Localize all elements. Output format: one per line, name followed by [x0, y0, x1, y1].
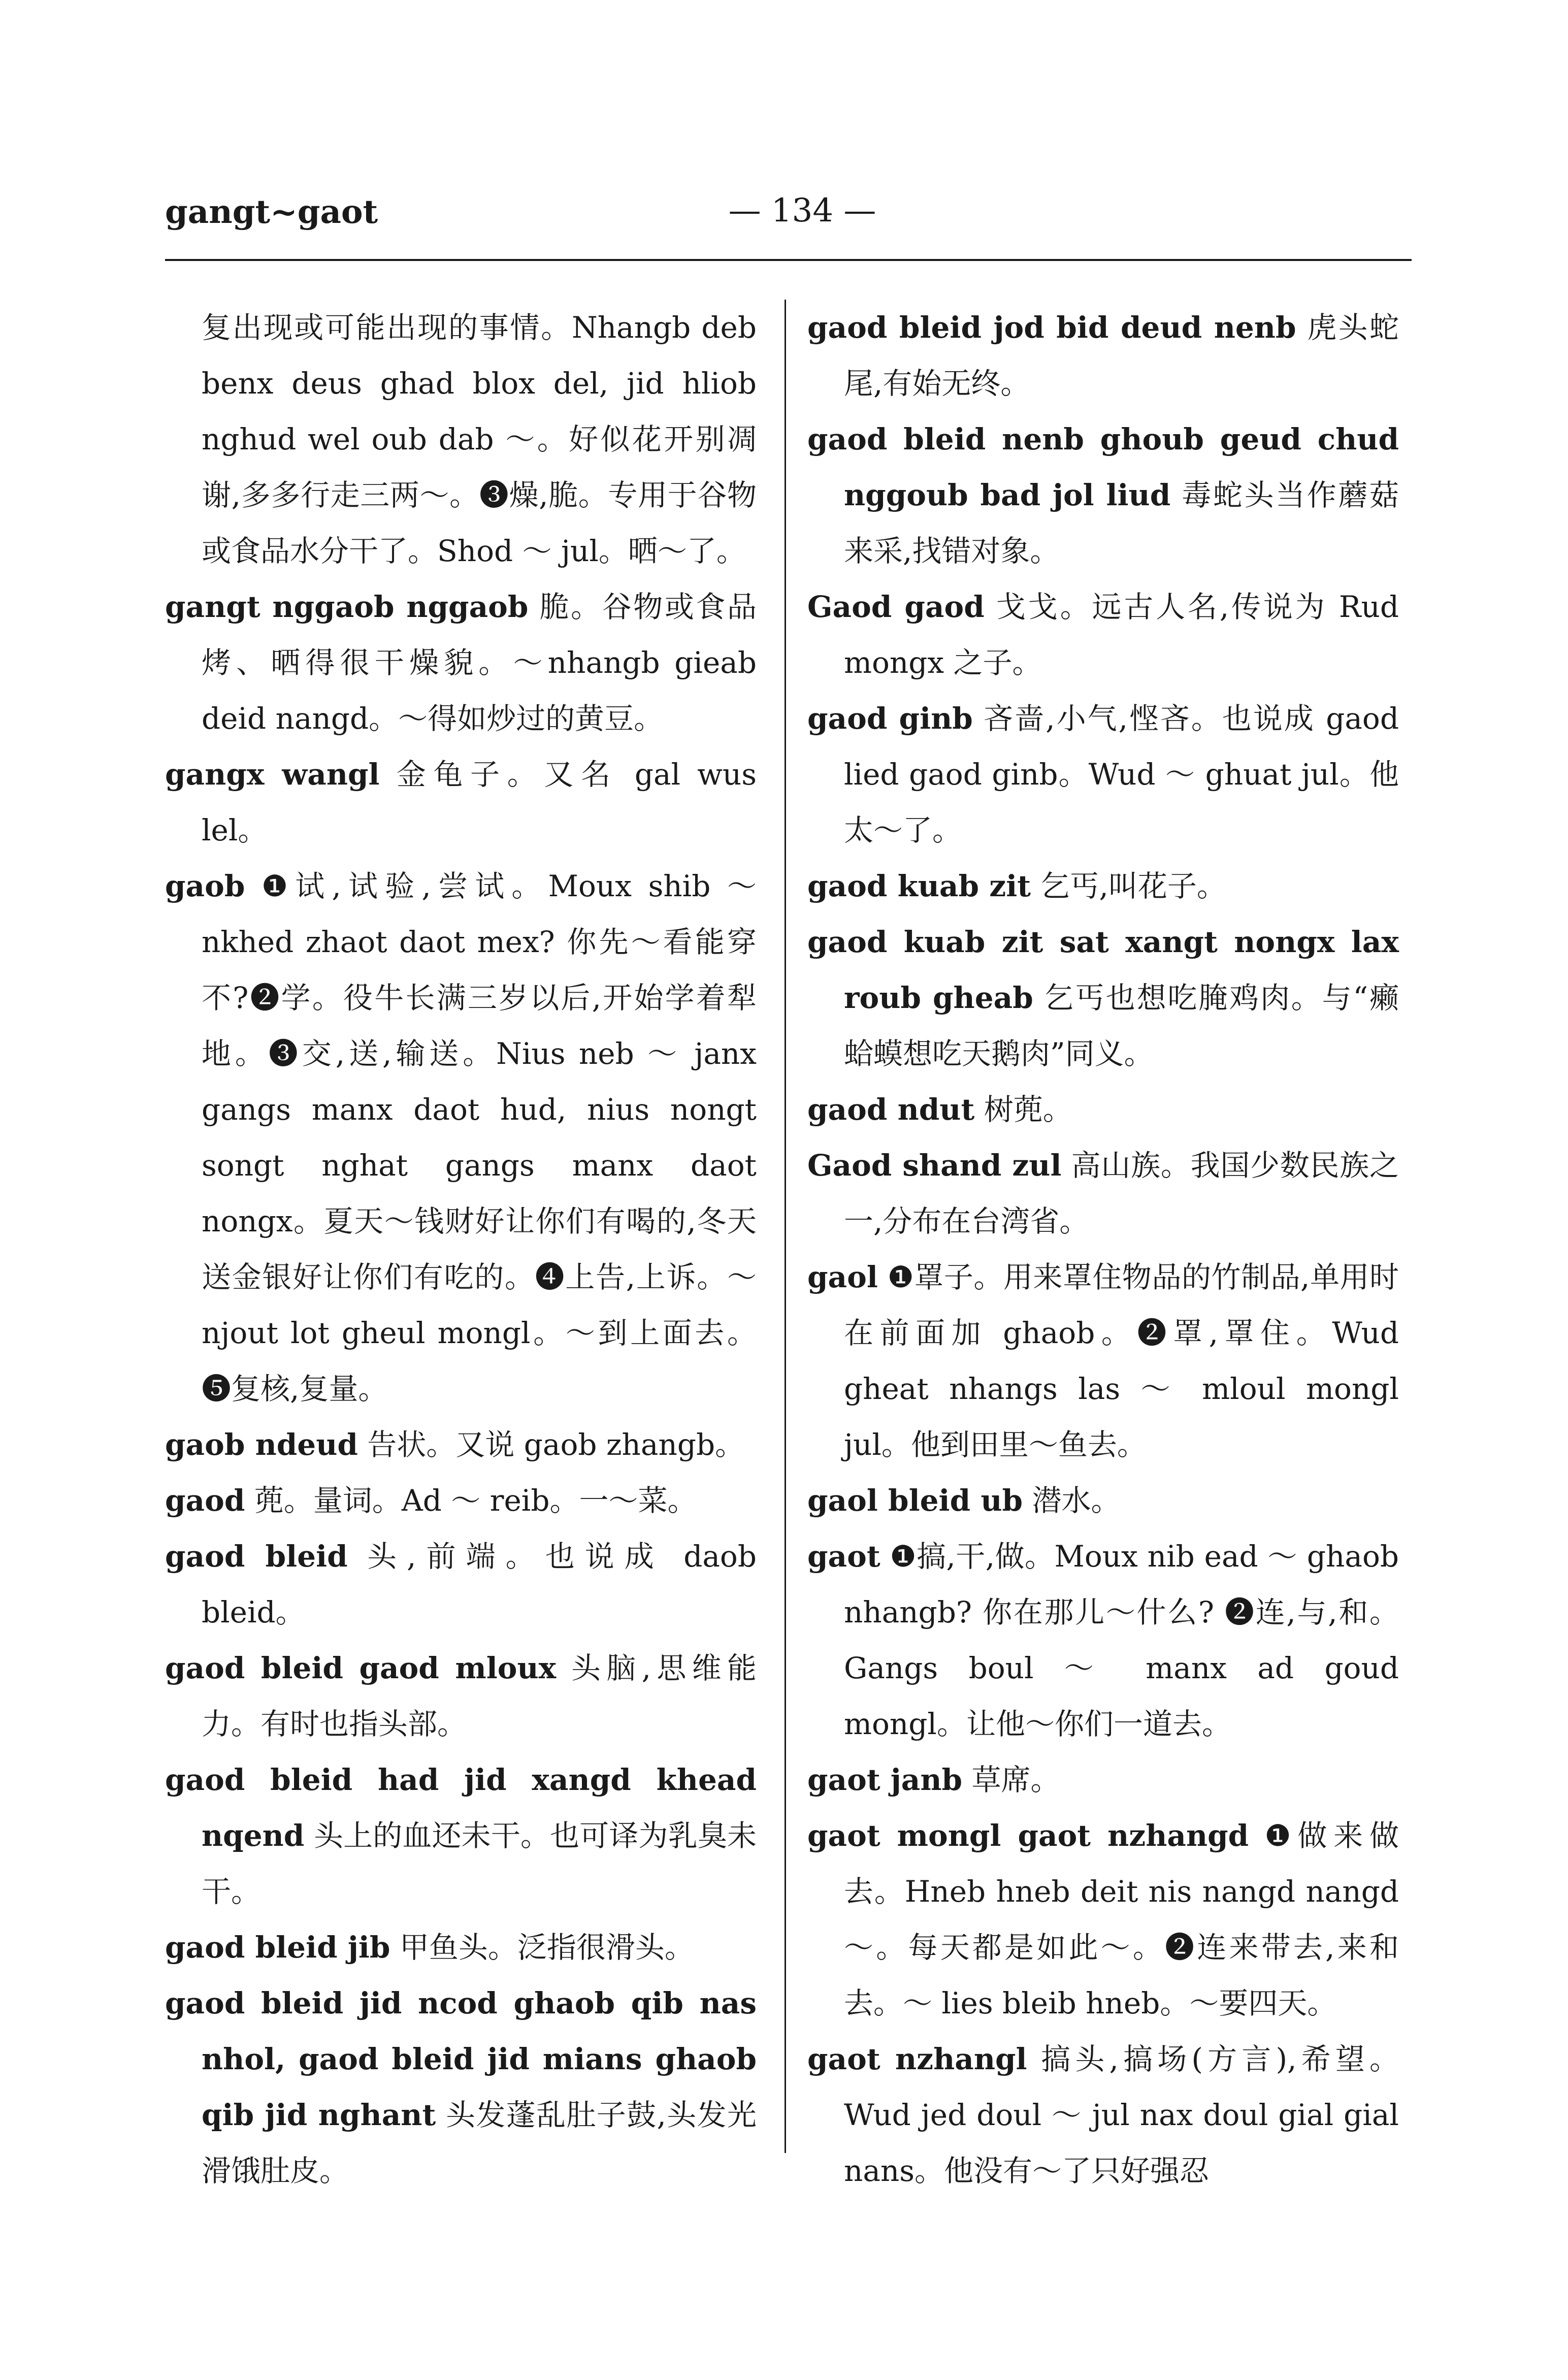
entry — [165, 858, 757, 1417]
headword: gaod bleid — [165, 1539, 348, 1574]
entry — [165, 579, 757, 746]
definition: 蔸。量词。Ad ～ reib。一～菜。 — [245, 1483, 697, 1518]
headword: gaol — [807, 1260, 878, 1294]
entry — [165, 1752, 757, 1919]
entry — [807, 579, 1399, 691]
headword: gaol bleid ub — [807, 1483, 1023, 1518]
definition: 搞头,搞场(方言),希望。Wud jed doul ～ jul nax doul gial gial nans。他没有～了只好强忍 — [844, 2042, 1399, 2188]
entry — [165, 1528, 757, 1640]
headword: gaod bleid nenb ghoub geud chud nggoub bad jol liud — [807, 422, 1399, 512]
headword: Gaod shand zul — [807, 1148, 1062, 1183]
headword: gaod bleid gaod mloux — [165, 1651, 557, 1685]
entry — [165, 1473, 757, 1528]
headword: gaod — [165, 1483, 245, 1518]
left-column — [165, 300, 757, 2199]
entry — [807, 411, 1399, 579]
definition: 潜水。 — [1023, 1483, 1121, 1518]
definition: 头,前端。也说成 daob bleid。 — [202, 1539, 757, 1629]
definition: 复出现或可能出现的事情。Nhangb deb benx deus ghad blox del, jid hliob nghud wel oub dab ～。好似花开别凋谢,多多行走三两～。❸燥,脆。专用于谷物或食品水分干了。Shod ～ jul。晒～了。 — [202, 310, 757, 568]
entry — [807, 1082, 1399, 1137]
entry — [807, 1137, 1399, 1249]
headword: gaod bleid had jid xangd khead nqend — [165, 1763, 757, 1853]
right-column — [807, 300, 1399, 2199]
entry — [807, 1528, 1399, 1752]
entry — [165, 746, 757, 858]
entry — [165, 1417, 757, 1473]
page-number: — 134 — — [728, 192, 876, 230]
entry — [807, 858, 1399, 914]
definition: 脆。谷物或食品烤、晒得很干燥貌。～nhangb gieab deid nangd。～得如炒过的黄豆。 — [202, 590, 757, 736]
definition: 告状。又说 gaob zhangb。 — [357, 1427, 745, 1462]
definition: 吝啬,小气,悭吝。也说成 gaod lied gaod ginb。Wud ～ ghuat jul。他太～了。 — [844, 701, 1399, 847]
headword: gaot nzhangl — [807, 2042, 1027, 2076]
column-divider — [785, 300, 786, 2153]
definition: 毒蛇头当作蘑菇来采,找错对象。 — [844, 478, 1399, 568]
definition: 头脑,思维能力。有时也指头部。 — [202, 1651, 757, 1741]
headword: gaod bleid jid ncod ghaob qib nas nhol, gaod bleid jid mians ghaob qib jid nghant — [165, 1986, 757, 2132]
headword: gaod kuab zit — [807, 869, 1031, 903]
headword: gaot mongl gaot nzhangd — [807, 1818, 1249, 1853]
definition: 乞丐,叫花子。 — [1031, 869, 1226, 903]
headword: gaod bleid jib — [165, 1930, 390, 1965]
definition: 虎头蛇尾,有始无终。 — [844, 310, 1399, 401]
definition: ❶搞,干,做。Moux nib ead ～ ghaob nhangb? 你在那儿～什么? ❷连,与,和。Gangs boul ～ manx ad goud mongl。让他～你们一道去。 — [844, 1539, 1399, 1741]
entry — [807, 1808, 1399, 2031]
entry — [807, 914, 1399, 1082]
headword: gaod kuab zit sat xangt nongx lax roub gheab — [807, 925, 1399, 1015]
entry — [807, 2031, 1399, 2199]
entry — [165, 1919, 757, 1975]
definition: 草席。 — [962, 1763, 1060, 1797]
entry — [807, 1249, 1399, 1473]
definition: 乞丐也想吃腌鸡肉。与“癞蛤蟆想吃天鹅肉”同义。 — [844, 981, 1399, 1071]
definition: 金龟子。又名 gal wus lel。 — [202, 757, 757, 847]
entry — [165, 300, 757, 579]
definition: ❶试,试验,尝试。Moux shib ～ nkhed zhaot daot mex? 你先～看能穿不?❷学。役牛长满三岁以后,开始学着犁地。❸交,送,输送。Nius neb ～ janx gangs manx daot hud, nius nongt songt nghat gangs manx daot nongx。夏天～钱财好让你们有喝的,冬天送金银好让你们有吃的。❹上告,上诉。～ njout lot gheul mongl。～到上面去。❺复核,复量。 — [202, 869, 757, 1406]
definition: 甲鱼头。泛指很滑头。 — [390, 1930, 694, 1965]
headword: Gaod gaod — [807, 590, 985, 624]
definition: 头发蓬乱肚子鼓,头发光滑饿肚皮。 — [202, 2098, 757, 2188]
header-rule — [165, 259, 1412, 261]
headword: gaod ginb — [807, 701, 973, 736]
headword: gaob — [165, 869, 245, 903]
entry — [807, 691, 1399, 858]
headword: gaod bleid jod bid deud nenb — [807, 310, 1296, 345]
entry — [807, 300, 1399, 411]
headword: gaot janb — [807, 1763, 963, 1797]
entry — [807, 1473, 1399, 1528]
header-range: gangt~gaot — [165, 193, 378, 231]
headword: gangt nggaob nggaob — [165, 590, 529, 624]
headword: gaot — [807, 1539, 880, 1574]
headword: gaob ndeud — [165, 1427, 358, 1462]
definition: 高山族。我国少数民族之一,分布在台湾省。 — [844, 1148, 1399, 1238]
definition: ❶罩子。用来罩住物品的竹制品,单用时在前面加 ghaob。❷罩,罩住。Wud gheat nhangs las ～ mloul mongl jul。他到田里～鱼去。 — [844, 1260, 1399, 1462]
definition: ❶做来做去。Hneb hneb deit nis nangd nangd ～。每天都是如此～。❷连来带去,来和去。～ lies bleib hneb。～要四天。 — [844, 1818, 1399, 2020]
entry — [165, 1640, 757, 1752]
definition: 戈戈。远古人名,传说为 Rud mongx 之子。 — [844, 590, 1399, 680]
headword: gangx wangl — [165, 757, 380, 792]
entry — [165, 1975, 757, 2199]
definition: 树蔸。 — [974, 1092, 1072, 1127]
headword: gaod ndut — [807, 1092, 975, 1127]
definition: 头上的血还未干。也可译为乳臭未干。 — [202, 1818, 757, 1909]
entry — [807, 1752, 1399, 1808]
